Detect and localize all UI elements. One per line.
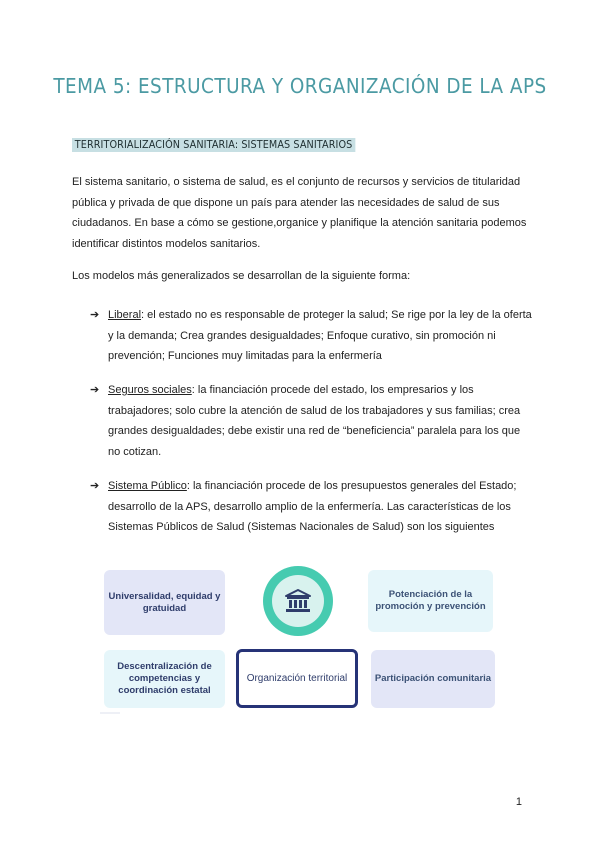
bullet-text — [108, 476, 532, 538]
bullet-term: Seguros sociales — [108, 384, 192, 396]
box-universalidad: Universalidad, equidad y gratuidad — [104, 570, 225, 635]
bullet-description: : la financiación procede del estado, los empresarios y los trabajadores; solo cubre la atención de salud de los trabajadores y sus familias; crea grandes desigualdades; debe existir una red de “beneficiencia” paralela para los que no cotizan. — [108, 384, 521, 458]
box-participacion: Participación comunitaria — [371, 650, 495, 708]
government-building-icon — [284, 588, 312, 614]
bullet-liberal — [90, 305, 532, 367]
bullet-term: Sistema Público — [108, 480, 187, 492]
bullet-term: Liberal — [108, 309, 142, 321]
center-icon-circle — [263, 566, 333, 636]
box-organizacion-territorial: Organización territorial — [236, 649, 358, 708]
bullet-description: : el estado no es responsable de proteger la salud; Se rige por la ley de la oferta y la demanda; Crea grandes desigualdades; Enfoque curativo, sin promoción ni prevención; Funciones muy limitadas para la enfermería — [108, 309, 532, 362]
page-number: 1 — [515, 796, 522, 808]
section-heading: TERRITORIALIZACIÓN SANITARIA: SISTEMAS SANITARIOS — [72, 138, 355, 152]
box-potenciacion: Potenciación de la promoción y prevención — [368, 570, 493, 632]
arrow-bullet-icon: ➔ — [90, 309, 100, 321]
page-title: TEMA 5: ESTRUCTURA Y ORGANIZACIÓN DE LA APS — [53, 74, 547, 98]
bullet-text — [108, 380, 532, 462]
bullet-seguros-sociales — [90, 380, 532, 462]
arrow-bullet-icon: ➔ — [90, 384, 100, 396]
intro-paragraph: El sistema sanitario, o sistema de salud, es el conjunto de recursos y servicios de titularidad pública y privada de que dispone un país para atender las necesidades de salud de sus ciudadanos. En base a cómo se gestione,organice y planifique la atención sanitaria podemos identificar distintos modelos sanitarios. — [72, 176, 527, 250]
divider — [100, 712, 120, 714]
bullet-sistema-publico — [90, 476, 532, 538]
arrow-bullet-icon: ➔ — [90, 480, 100, 492]
bullet-description: : la financiación procede de los presupuestos generales del Estado; desarrollo de la APS, desarrollo amplio de la enfermería. Las características de los Sistemas Públicos de Salud (Sistemas Nacionales de Salud) son los siguientes — [108, 480, 517, 533]
bullet-text — [108, 305, 532, 367]
box-descentralizacion: Descentralización de competencias y coordinación estatal — [104, 650, 225, 708]
models-intro-paragraph: Los modelos más generalizados se desarrollan de la siguiente forma: — [72, 270, 411, 282]
